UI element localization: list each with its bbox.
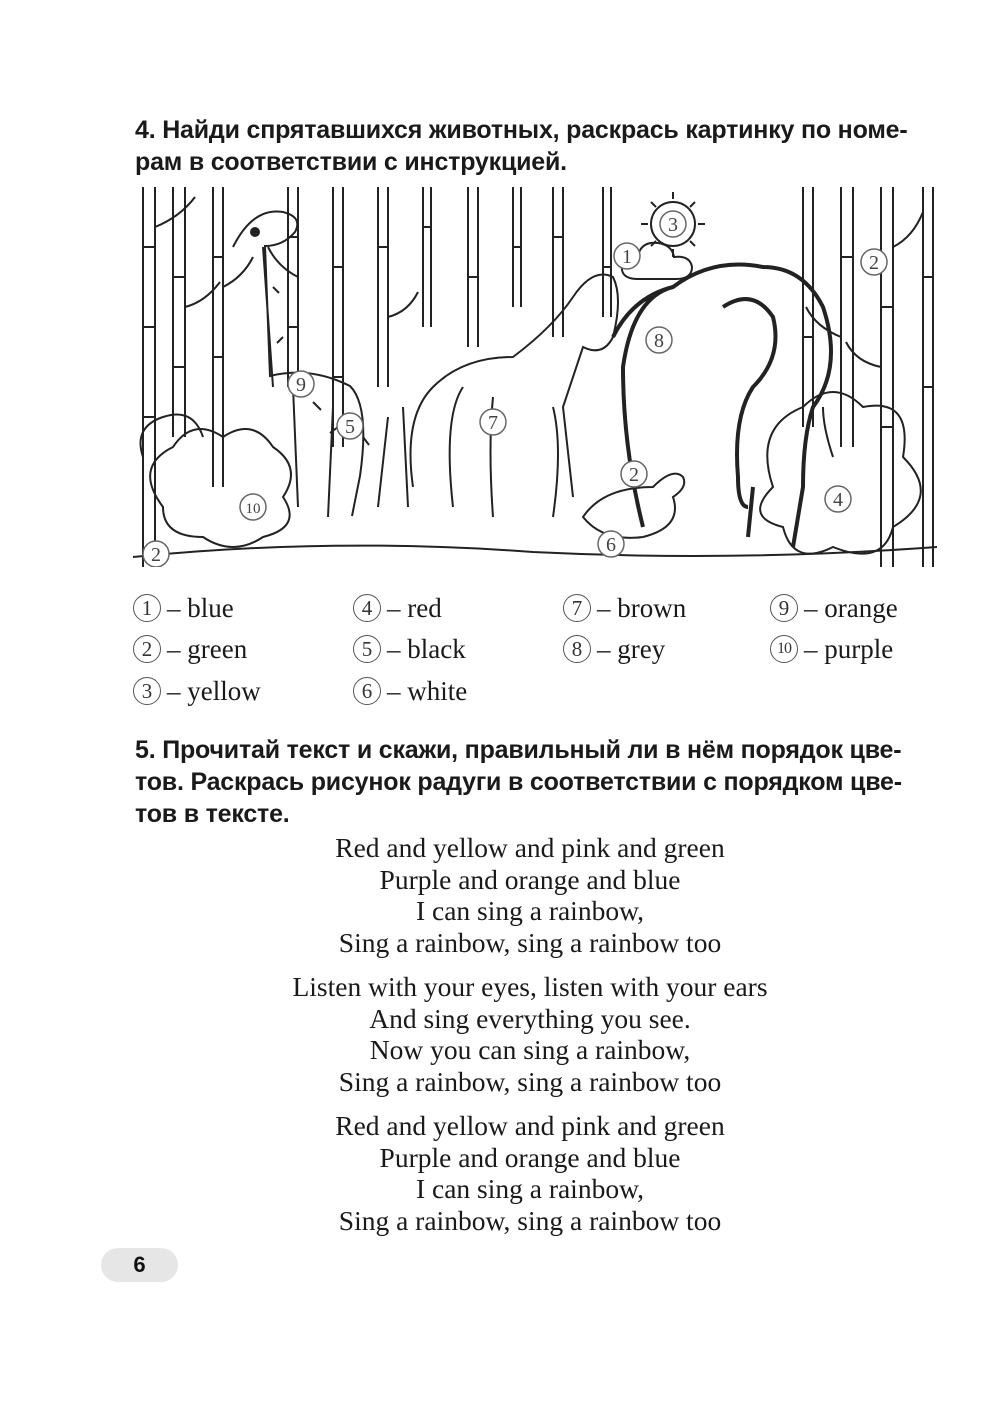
duck-number: 6 [606,534,616,556]
poem-line: Listen with your eyes, listen with your ears [292,971,768,1002]
legend-item-3 [133,675,261,707]
elephant-number: 8 [654,330,664,352]
bamboo-right-number: 2 [869,252,879,274]
poem-line: And sing everything you see. [369,1002,691,1034]
task-4-line-2: рам в соответствии с инструкцией. [135,148,567,176]
legend-item-2 [133,633,247,665]
legend-item-9 [770,592,898,624]
hibiscus-number: 4 [833,489,843,511]
horse-number: 7 [488,412,498,434]
task-5-heading [135,734,935,830]
legend-color: – white [387,676,468,706]
poem-line: Sing a rainbow, sing a rainbow too [338,1204,722,1236]
legend-number: 2 [133,635,161,663]
legend-item-1 [133,592,234,624]
legend-color: – purple [804,634,894,664]
legend-number: 6 [353,677,381,705]
jungle-coloring-illustration [133,187,937,567]
legend-number: 9 [770,594,798,622]
jungle-scene-drawing [133,187,937,567]
legend-item-10 [770,633,893,665]
poem-line: I can sing a rainbow, [415,895,645,926]
giraffe-body-number: 5 [345,416,355,438]
giraffe-neck-number: 9 [296,374,306,396]
legend-number: 3 [133,677,161,705]
duck-head-number: 2 [629,464,639,486]
legend-number: 7 [563,594,591,622]
magnolia-flower [141,415,292,548]
poem-line: Now you can sing a rainbow, [369,1034,691,1065]
poem-line: Red and yellow and pink and green [335,832,725,863]
poem-line: Red and yellow and pink and green [335,1110,725,1141]
giraffe-shape [233,211,408,517]
legend-color: – yellow [167,676,261,706]
page-number-badge: 6 [101,1248,178,1282]
legend-number: 4 [353,594,381,622]
poem-line: Sing a rainbow, sing a rainbow too [338,1065,722,1097]
legend-item-4 [353,592,442,624]
legend-number: 10 [770,635,798,663]
legend-color: – blue [167,593,234,623]
magnolia-number: 10 [245,501,261,517]
legend-item-5 [353,633,466,665]
poem-stanza-1 [130,832,930,958]
legend-item-7 [563,592,686,624]
poem-stanza-2 [130,971,930,1097]
legend-color: – green [167,634,248,664]
ground-line [133,546,937,557]
elephant-shape [613,265,831,548]
legend-item-8 [563,633,665,665]
legend-number: 8 [563,635,591,663]
poem-line: Purple and orange and blue [379,1141,681,1173]
task-4-heading [135,114,935,178]
task-5-line-2: тов. Раскрась рисунок радуги в соответствии с порядком цве- [135,768,902,796]
legend-color: – grey [597,634,666,664]
task-4-line-1: 4. Найди спрятавшихся животных, раскрась картинку по номе- [135,116,908,144]
legend-color: – brown [597,593,687,623]
poem-line: Purple and orange and blue [379,863,681,895]
poem-line: Sing a rainbow, sing a rainbow too [338,926,722,958]
legend-color: – orange [804,593,898,623]
frog-number: 2 [151,544,161,566]
task-5-line-1: 5. Прочитай текст и скажи, правильный ли в нём порядок цве- [135,736,902,764]
poem-line: I can sing a rainbow, [415,1173,645,1204]
legend-color: – black [387,634,466,664]
horse-shape [411,275,619,518]
legend-item-6 [353,675,467,707]
legend-number: 5 [353,635,381,663]
bamboo-left-number: 1 [622,246,632,268]
legend-number: 1 [133,594,161,622]
sun-number: 3 [668,214,678,236]
poem-stanza-3 [130,1110,930,1236]
task-5-line-3: тов в тексте. [135,800,290,828]
legend-color: – red [387,593,442,623]
